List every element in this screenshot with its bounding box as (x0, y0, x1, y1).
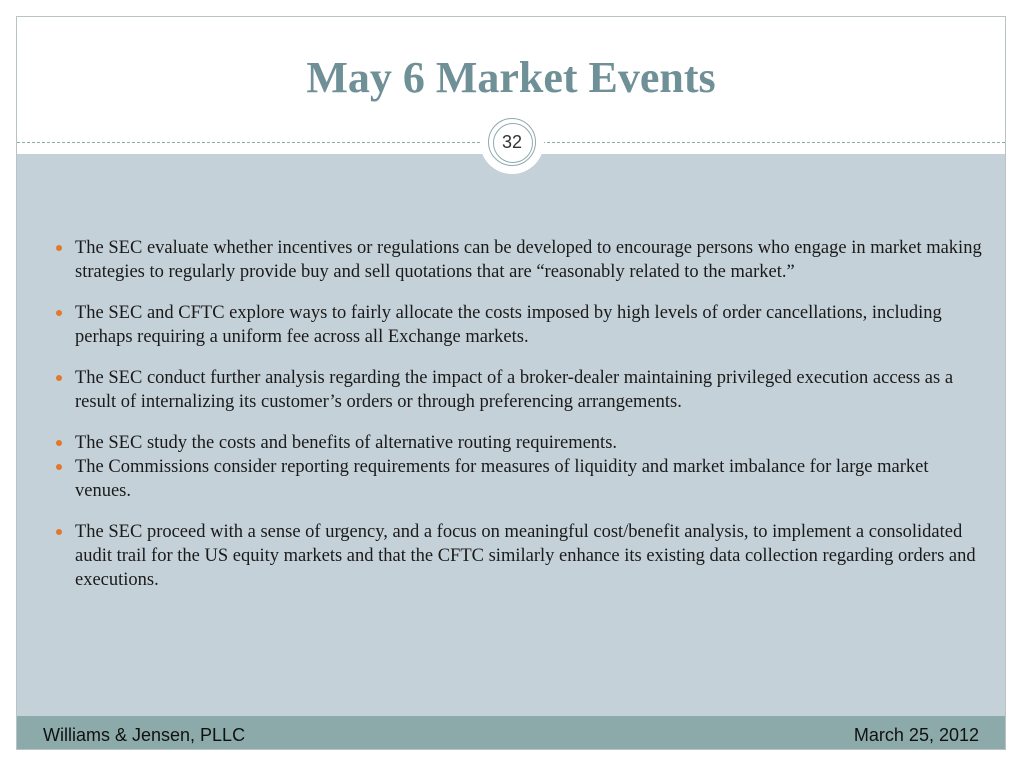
bullet-text: The Commissions consider reporting requirements for measures of liquidity and market imbalance for large market venues. (75, 457, 929, 501)
bullet-dot-icon (56, 310, 62, 316)
bullet-dot-icon (56, 375, 62, 381)
bullet-text: The SEC evaluate whether incentives or regulations can be developed to encourage persons who engage in market making strategies to regularly provide buy and sell quotations that are “reasonably related to the market.” (75, 238, 982, 282)
bullet-text: The SEC study the costs and benefits of alternative routing requirements. (75, 433, 618, 453)
bullet-item (48, 366, 983, 414)
page-number: 32 (501, 131, 523, 152)
bullet-item (48, 455, 983, 503)
bullet-item (48, 301, 983, 349)
footer-organization: Williams & Jensen, PLLC (43, 725, 246, 745)
page-number-circle (488, 118, 536, 166)
bullet-dot-icon (56, 245, 62, 251)
page-number-badge (480, 110, 544, 174)
bullet-item (48, 520, 983, 592)
footer-date: March 25, 2012 (853, 725, 979, 745)
bullet-text: The SEC proceed with a sense of urgency, and a focus on meaningful cost/benefit analysis, to implement a consolidated audit trail for the US equity markets and that the CFTC similarly enhance its existing data collection regarding orders and executions. (75, 522, 976, 590)
slide-title: May 6 Market Events (306, 53, 716, 102)
bullet-item (48, 431, 983, 455)
bullet-dot-icon (56, 464, 62, 470)
bullet-text: The SEC conduct further analysis regarding the impact of a broker-dealer maintaining privileged execution access as a result of internalizing its customer’s orders or through preferencing arrangements. (75, 368, 954, 412)
bullet-list (48, 236, 983, 609)
footer-bar (17, 716, 1005, 749)
bullet-dot-icon (56, 440, 62, 446)
bullet-text: The SEC and CFTC explore ways to fairly allocate the costs imposed by high levels of order cancellations, including perhaps requiring a uniform fee across all Exchange markets. (75, 303, 942, 347)
bullet-dot-icon (56, 529, 62, 535)
bullet-item (48, 236, 983, 284)
